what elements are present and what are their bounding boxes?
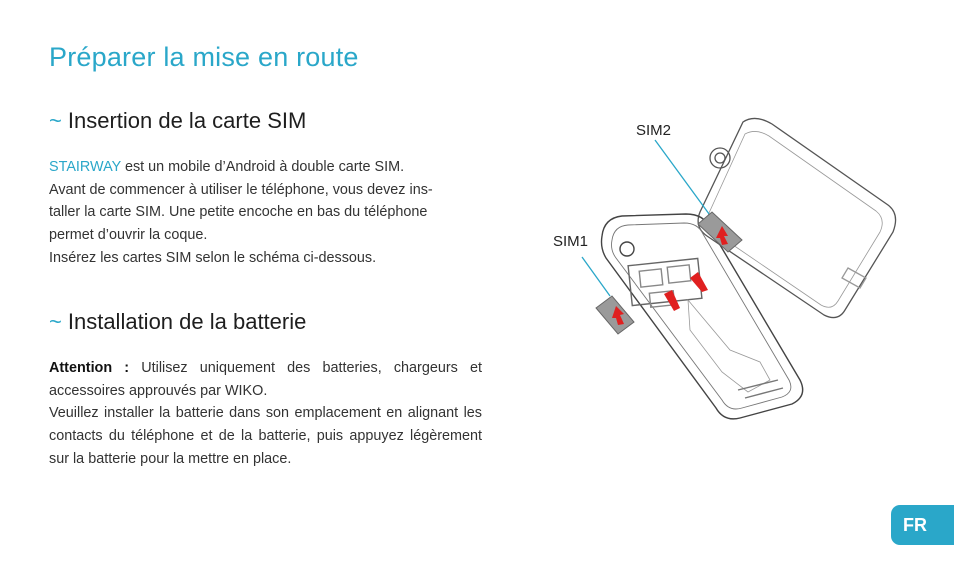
back-cover [698,118,895,317]
section-heading-sim-text: Insertion de la carte SIM [67,108,307,133]
arrow-icon [690,272,708,292]
sim2-leader-line [655,140,712,218]
sim-insertion-diagram [545,110,905,430]
tilde-bullet: ~ [49,108,62,133]
tilde-bullet: ~ [49,309,62,334]
page-title: Préparer la mise en route [49,42,359,72]
sim-line-5: Insérez les cartes SIM selon le schéma ci-dessous. [49,249,377,266]
attention-text: Utilisez uniquement des batteries, chargeurs et accessoires approuvés par WIKO. [49,360,482,399]
sim1-card [596,296,634,334]
section-heading-battery [49,309,306,335]
sim2-label: SIM2 [636,122,672,139]
sim1-leader-line [582,257,610,296]
brand-name: STAIRWAY [49,159,121,175]
section-heading-battery-text: Installation de la batterie [67,309,307,334]
phone-body [602,214,803,419]
attention-note [49,357,482,402]
sim-line-1 [49,156,482,179]
language-tab: FR [891,505,954,545]
sim-line-4: permet d’ouvrir la coque. [49,227,208,244]
sim-line-1-text: est un mobile d’Android à double carte SIM. [120,159,405,175]
sim-line-3: taller la carte SIM. Une petite encoche en bas du téléphone [49,204,428,221]
battery-instructions: Veuillez installer la batterie dans son emplacement en alignant les contacts du téléphone et de la batterie, puis appuyez légèrement sur la batterie pour la mettre en place. [49,405,482,467]
section-heading-sim [49,108,306,134]
sim-paragraph [49,156,482,270]
sim1-label: SIM1 [553,233,589,250]
attention-label: Attention : [49,360,130,376]
battery-paragraph [49,357,482,471]
sim-line-2: Avant de commencer à utiliser le téléphone, vous devez ins- [49,181,433,198]
